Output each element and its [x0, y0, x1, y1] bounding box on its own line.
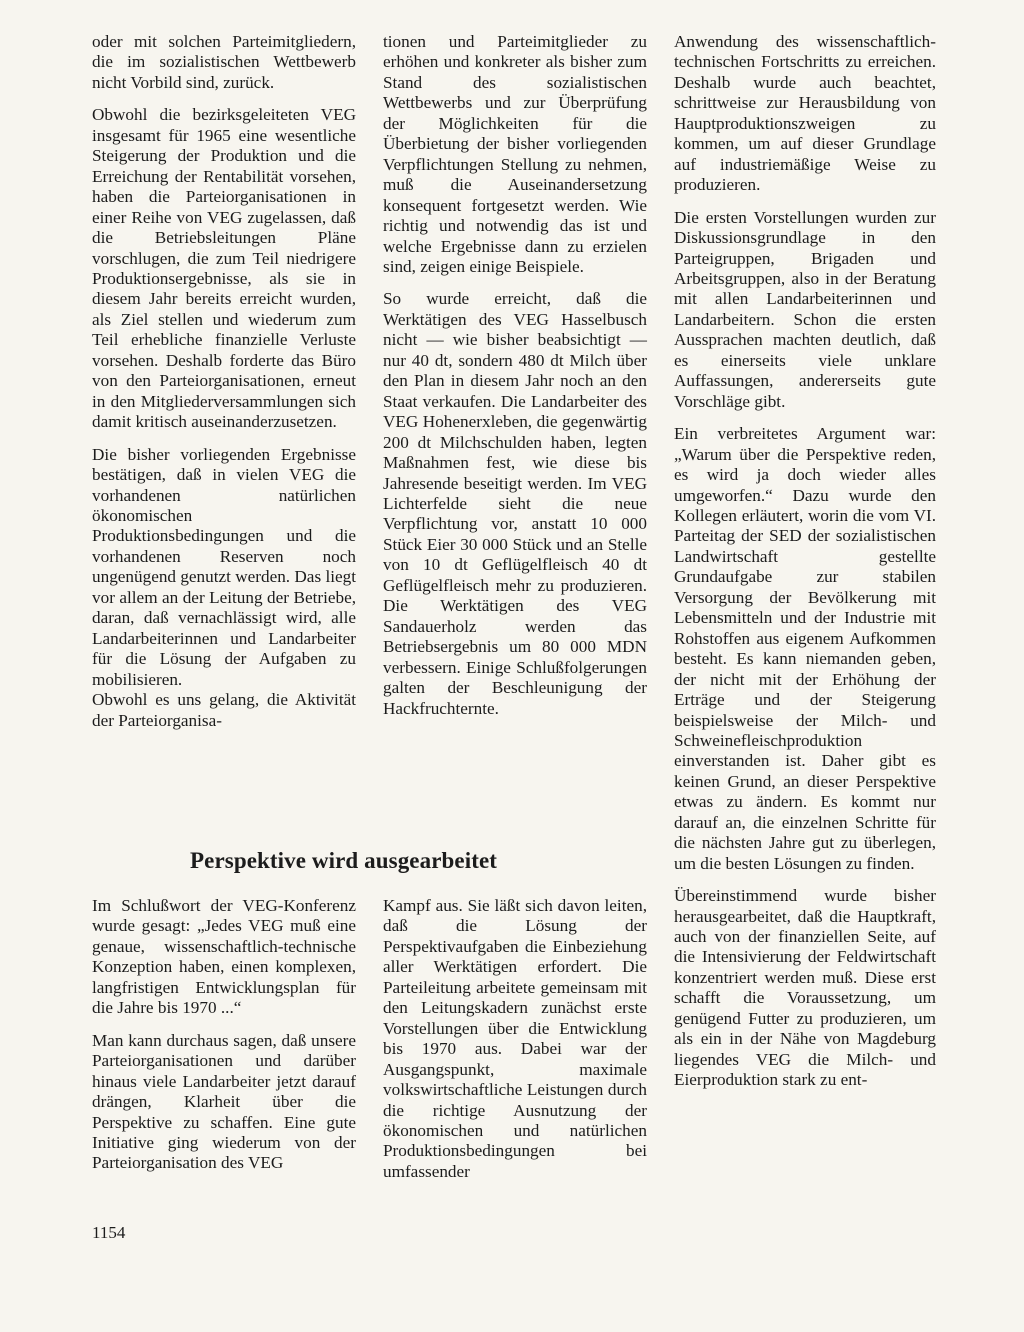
paragraph: Die bisher vorliegenden Ergebnisse bestätigen, daß in vielen VEG die vorhandenen natürlichen ökonomischen Produktionsbedingungen und die vorhandenen Reserven noch ungenügend genutzt werden. Das liegt vor allem an der Leitung der Betriebe, daran, daß vernachlässigt wird, alle Landarbeiterinnen und Landarbeiter für die Lösung der Aufgaben zu mobilisieren. — [92, 444, 356, 689]
column-3 — [674, 32, 936, 1091]
paragraph: oder mit solchen Parteimitgliedern, die im sozialistischen Wettbewerb nicht Vorbild sind, zurück. — [92, 32, 356, 92]
paragraph: Obwohl die bezirksgeleiteten VEG insgesamt für 1965 eine wesentliche Steigerung der Produktion und die Erreichung der Rentabilität vorsehen, haben die Parteiorganisationen in einer Reihe von VEG zugelassen, daß die Betriebsleitungen Pläne vorschlugen, die zum Teil niedrigere Produktionsergebnisse, als sie in diesem Jahr bereits erreicht wurden, als Ziel stellen und wiederum zum Teil erhebliche finanzielle Verluste vorsehen. Deshalb forderte das Büro von den Parteiorganisationen, erneut in den Mitgliederversammlungen sich damit kritisch auseinanderzusetzen. — [92, 105, 356, 432]
paragraph-spacer — [674, 874, 936, 886]
paragraph-spacer — [92, 1019, 356, 1031]
paragraph: Man kann durchaus sagen, daß unsere Parteiorganisationen und darüber hinaus viele Landarbeiter jetzt darauf drängen, Klarheit über die Perspektive zu schaffen. Eine gute Initiative ging wiederum von der Parteiorganisation des VEG — [92, 1030, 356, 1173]
page-number: 1154 — [92, 1223, 126, 1242]
paragraph: tionen und Parteimitglieder zu erhöhen und konkreter als bisher zum Stand des sozialistischen Wettbewerbs und zur Überprüfung der Möglichkeiten für die Überbietung der bisher vorliegenden Verpflichtungen Stellung zu nehmen, muß die Auseinandersetzung konsequent fortgesetzt werden. Wie richtig und notwendig das ist und welche Ergebnisse dann zu erzielen sind, zeigen einige Beispiele. — [383, 32, 647, 276]
column-1-bottom — [92, 896, 356, 1174]
column-2-top — [383, 32, 647, 719]
paragraph-spacer — [674, 412, 936, 424]
paragraph-spacer — [383, 277, 647, 289]
paragraph-spacer — [92, 93, 356, 105]
column-1-top — [92, 32, 356, 731]
paragraph: Anwendung des wissenschaftlich-technischen Fortschritts zu erreichen. Deshalb wurde auch beachtet, schrittweise zur Herausbildung von Hauptproduktionszweigen zu kommen, um auf dieser Grundlage auf industriemäßige Weise zu produzieren. — [674, 32, 936, 195]
paragraph-spacer — [674, 196, 936, 208]
paragraph: Die ersten Vorstellungen wurden zur Diskussionsgrundlage in den Parteigruppen, Brigaden und Arbeitsgruppen, also in der Beratung mit allen Landarbeiterinnen und Landarbeitern. Schon die ersten Aussprachen machten deutlich, daß es einerseits viele unklare Auffassungen, andererseits gute Vorschläge gibt. — [674, 207, 936, 411]
paragraph: So wurde erreicht, daß die Werktätigen des VEG Hasselbusch nicht — wie bisher beabsichtigt — nur 40 dt, sondern 480 dt Milch über den Plan in diesem Jahr noch an den Staat verkaufen. Die Landarbeiter des VEG Hohenerxleben, die gegenwärtig 200 dt Milchschulden haben, legten Maßnahmen fest, wie diese bis Jahresende beseitigt werden. Im VEG Lichterfelde sieht die neue Verpflichtung vor, anstatt 10 000 Stück Eier 30 000 Stück und an Stelle von 10 dt Geflügelfleisch 40 dt Geflügelfleisch mehr zu produzieren. Die Werktätigen des VEG Sandauerholz werden das Betriebsergebnis um 80 000 MDN verbessern. Einige Schlußfolgerungen galten der Beschleunigung der Hackfruchternte. — [383, 289, 647, 718]
column-2-bottom — [383, 896, 647, 1182]
paragraph: Obwohl es uns gelang, die Aktivität der Parteiorganisa- — [92, 690, 356, 730]
paragraph-spacer — [92, 433, 356, 445]
paragraph: Ein verbreitetes Argument war: „Warum über die Perspektive reden, es wird ja doch wieder alles umgeworfen.“ Dazu wurde den Kollegen erläutert, worin die vom VI. Parteitag der SED der sozialistischen Landwirtschaft gestellte Grundaufgabe zur stabilen Versorgung der Bevölkerung mit Lebensmitteln und der Industrie mit Rohstoffen aus eigenem Aufkommen besteht. Es kann niemanden geben, der nicht mit der Erhöhung der Erträge und der Steigerung beispielsweise der Milch- und Schweinefleischproduktion einverstanden ist. Daher gibt es keinen Grund, an dieser Perspektive etwas zu ändern. Es kommt nur darauf an, die einzelnen Schritte für die nächsten Jahre gut zu überlegen, um die besten Lösungen zu finden. — [674, 424, 936, 873]
paragraph: Im Schlußwort der VEG-Konferenz wurde gesagt: „Jedes VEG muß eine genaue, wissenschaftlich-technische Konzeption haben, einen komplexen, langfristigen Entwicklungsplan für die Jahre bis 1970 ...“ — [92, 896, 356, 1018]
paragraph: Übereinstimmend wurde bisher herausgearbeitet, daß die Hauptkraft, auch von der finanziellen Seite, auf die Intensivierung der Feldwirtschaft konzentriert werden muß. Diese erst schafft die Voraussetzung, um genügend Futter zu produzieren, um als ein in der Nähe von Magdeburg liegendes VEG die Milch- und Eierproduktion stark zu ent- — [674, 886, 936, 1090]
paragraph: Kampf aus. Sie läßt sich davon leiten, daß die Lösung der Perspektivaufgaben die Einbeziehung aller Werktätigen erfordert. Die Parteileitung arbeitete gemeinsam mit den Leitungskadern zunächst erste Vorstellungen über die Entwicklung bis 1970 aus. Dabei war der Ausgangspunkt, maximale volkswirtschaftliche Leistungen durch die richtige Ausnutzung der ökonomischen und natürlichen Produktionsbedingungen bei umfassender — [383, 896, 647, 1181]
section-heading: Perspektive wird ausgearbeitet — [190, 848, 498, 873]
